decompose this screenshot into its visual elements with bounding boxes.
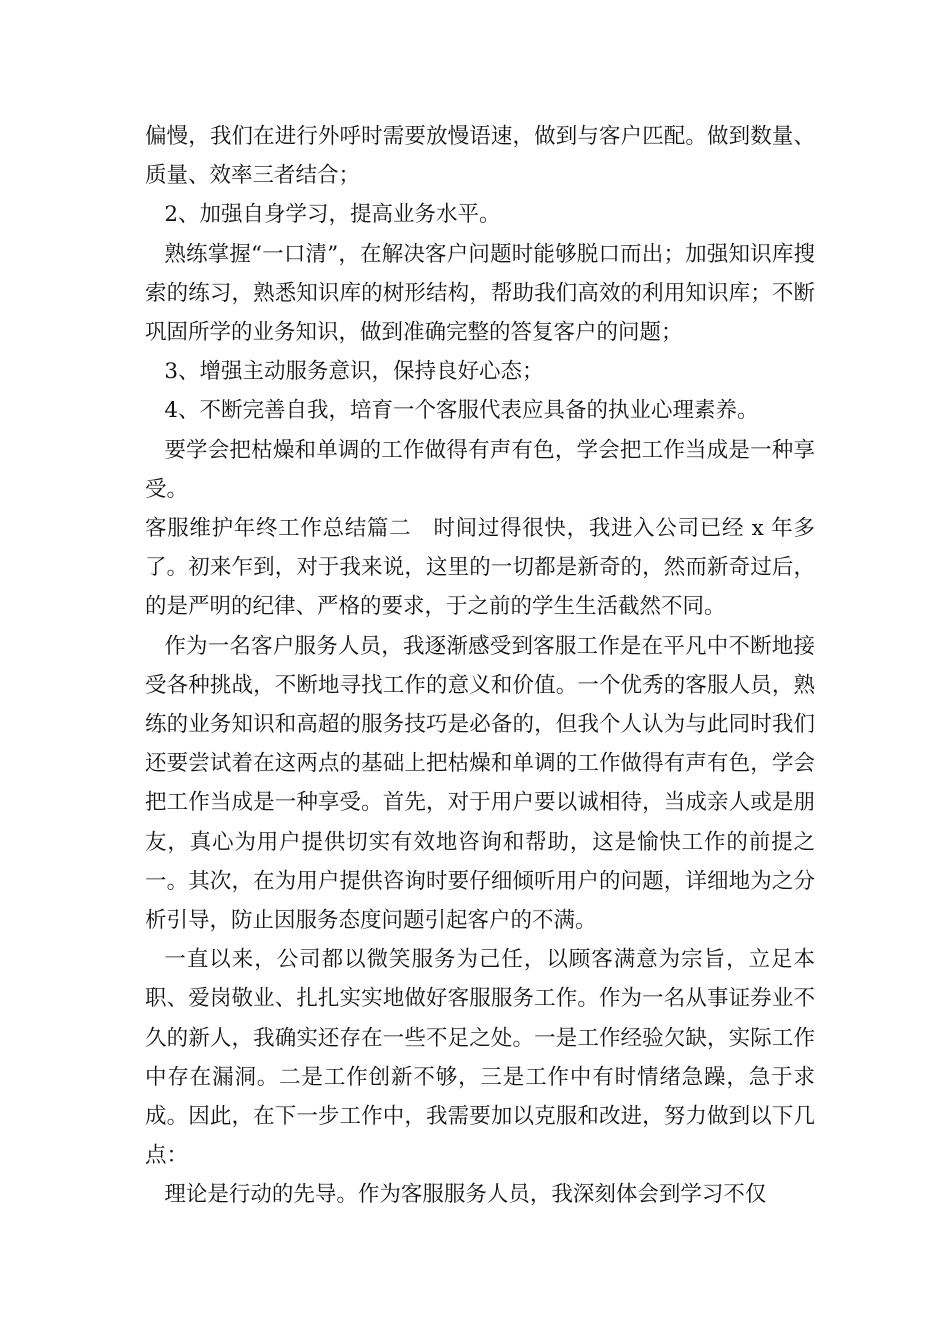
paragraph-2: 2、加强自身学习，提高业务水平。: [164, 202, 501, 228]
paragraph-8: 作为一名客户服务人员，我逐渐感受到客服工作是在平凡中不断地接受各种挑战，不断地寻找工作的意义和价值。一个优秀的客服人员，熟练的业务知识和高超的服务技巧是必备的，但我个人认为与此同时我们还要尝试着在这两点的基础上把枯燥和单调的工作做得有声有色，学会把工作当成是一种享受。首先，对于用户要以诚相待，当成亲人或是朋友，真心为用户提供切实有效地咨询和帮助，这是愉快工作的前提之一。其次，在为用户提供咨询时要仔细倾听用户的问题，详细地为之分析引导，防止因服务态度问题引起客户的不满。: [145, 633, 815, 934]
paragraph-7: 客服维护年终工作总结篇二 时间过得很快，我进入公司已经 x 年多了。初来乍到，对于我来说，这里的一切都是新奇的，然而新奇过后，的是严明的纪律、严格的要求，于之前的学生生活截然不同。: [145, 516, 815, 620]
paragraph-9: 一直以来，公司都以微笑服务为己任，以顾客满意为宗旨，立足本职、爱岗敬业、扎扎实实地做好客服服务工作。作为一名从事证券业不久的新人，我确实还存在一些不足之处。一是工作经验欠缺，实际工作中存在漏洞。二是工作创新不够，三是工作中有时情绪急躁，急于求成。因此，在下一步工作中，我需要加以克服和改进，努力做到以下几点：: [145, 947, 815, 1169]
paragraph-3: 熟练掌握“一口清”，在解决客户问题时能够脱口而出；加强知识库搜索的练习，熟悉知识库的树形结构，帮助我们高效的利用知识库；不断巩固所学的业务知识，做到准确完整的答复客户的问题；: [145, 241, 815, 346]
document-body: [145, 117, 815, 1215]
paragraph-1: 偏慢，我们在进行外呼时需要放慢语速，做到与客户匹配。做到数量、质量、效率三者结合；: [145, 124, 815, 189]
paragraph-5: 4、不断完善自我，培育一个客服代表应具备的执业心理素养。: [164, 398, 759, 424]
paragraph-10: 理论是行动的先导。作为客服服务人员，我深刻体会到学习不仅: [164, 1182, 767, 1208]
paragraph-6: 要学会把枯燥和单调的工作做得有声有色，学会把工作当成是一种享受。: [145, 437, 815, 502]
paragraph-4: 3、增强主动服务意识，保持良好心态；: [164, 359, 544, 385]
